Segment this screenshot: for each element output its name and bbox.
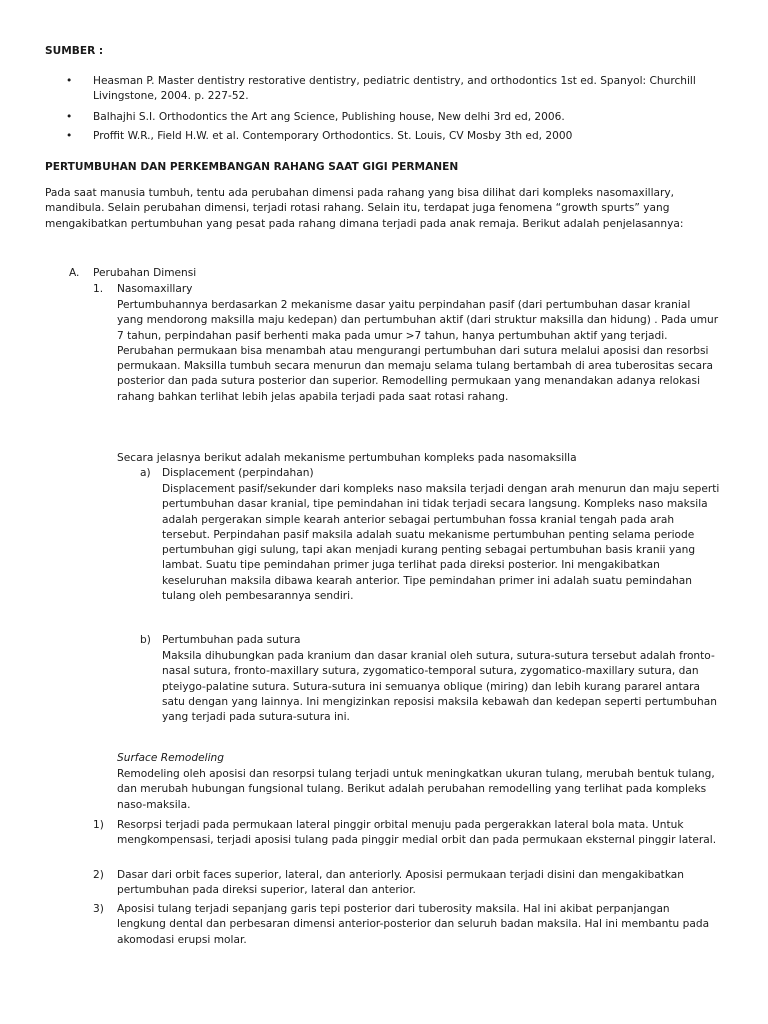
sub-a-paragraph: Displacement pasif/sekunder dari kompleks naso maksila terjadi dengan arah menurun dan maju seperti pertumbuhan dasar kranial, tipe pemindahan ini tidak terjadi secara langsung. Kompleks naso maksila adalah pergerakan simple kearah anterior sebagai pertumbuhan fossa kranial tengah pada arah tersebut. Perpindahan pasif maksila adalah suatu mekanisme pertumbuhan penting selama periode pertumbuhan gigi sulung, tapi akan menjadi kurang penting sebagai pertumbuhan basis kranii yang lambat. Suatu tipe pemindahan primer juga terlihat pada direksi posterior. Ini mengakibatkan keseluruhan maksila dibawa kearah anterior. Tipe pemindahan primer ini adalah suatu pemindahan tulang oleh pembesarannya sendiri. — [162, 483, 720, 603]
reference-item: Balhajhi S.I. Orthodontics the Art ang Science, Publishing house, New delhi 3rd ed, 2006. — [93, 111, 565, 123]
section-a-marker: A. — [69, 267, 80, 279]
item-1-paragraph: Pertumbuhannya berdasarkan 2 mekanisme dasar yaitu perpindahan pasif (dari pertumbuhan dasar kranial yang mendorong maksilla maju kedepan) dan pertumbuhan aktif (dari struktur maksilla dan hidung) . Pada umur 7 tahun, perpindahan pasif berhenti maka pada umur >7 tahun, hanya pertumbuhan aktif yang terjadi. Perubahan permukaan bisa menambah atau mengurangi pertumbuhan dari sutura melalui aposisi dan resorbsi permukaan. Maksilla tumbuh secara menurun dan memaju selama tulang bertambah di area tuberositas secara posterior dan pada sutura posterior dan superior. Remodelling permukaan yang menandakan adanya relokasi rahang bahkan terlihat lebih jelas apabila terjadi pada saat rotasi rahang. — [117, 299, 719, 403]
sub-a-marker: a) — [140, 467, 151, 479]
bullet-icon: • — [66, 111, 73, 123]
sumber-title: SUMBER : — [45, 45, 104, 57]
mekanisme-intro: Secara jelasnya berikut adalah mekanisme pertumbuhan kompleks pada nasomaksilla — [117, 452, 577, 464]
remodel-item-text: Dasar dari orbit faces superior, lateral, dan anteriorly. Aposisi permukaan terjadi disini dan mengakibatkan pertumbuhan pada direksi superior, lateral dan anterior. — [117, 869, 684, 897]
sub-b-title: Pertumbuhan pada sutura — [162, 634, 301, 646]
item-1-title: Nasomaxillary — [117, 283, 193, 295]
remodel-item-marker: 2) — [93, 869, 104, 881]
sub-b-paragraph: Maksila dihubungkan pada kranium dan dasar kranial oleh sutura, sutura-sutura tersebut adalah fronto-nasal sutura, fronto-maxillary sutura, zygomatico-temporal sutura, zygomatico-maxillary sutura, dan pteiygo-palatine sutura. Sutura-sutura ini semuanya oblique (miring) dan lebih kurang pararel antara satu dengan yang lainnya. Ini mengizinkan reposisi maksila kebawah dan kedepan seperti pertumbuhan yang terjadi pada sutura-sutura ini. — [162, 650, 717, 724]
remodel-item-text: Aposisi tulang terjadi sepanjang garis tepi posterior dari tuberosity maksila. Hal ini akibat perpanjangan lengkung dental dan perbesaran dimensi anterior-posterior dan seluruh badan maksila. Hal ini membantu pada akomodasi erupsi molar. — [117, 903, 710, 946]
reference-item: Heasman P. Master dentistry restorative dentistry, pediatric dentistry, and orthodontics 1st ed. Spanyol: Churchill Livingstone, 2004. p. 227-52. — [93, 75, 696, 103]
sub-a-title: Displacement (perpindahan) — [162, 467, 314, 479]
remodel-item-marker: 3) — [93, 903, 104, 915]
reference-item: Proffit W.R., Field H.W. et al. Contemporary Orthodontics. St. Louis, CV Mosby 3th ed, 2000 — [93, 130, 573, 142]
section-heading: PERTUMBUHAN DAN PERKEMBANGAN RAHANG SAAT GIGI PERMANEN — [45, 161, 459, 173]
remodel-item-marker: 1) — [93, 819, 104, 831]
item-1-marker: 1. — [93, 283, 104, 295]
surface-remodeling-title: Surface Remodeling — [117, 752, 224, 764]
intro-paragraph: Pada saat manusia tumbuh, tentu ada perubahan dimensi pada rahang yang bisa dilihat dari kompleks nasomaxillary, mandibula. Selain perubahan dimensi, terjadi rotasi rahang. Selain itu, terdapat juga fenomena “growth spurts” yang mengakibatkan pertumbuhan yang pesat pada rahang dimana terjadi pada anak remaja. Berikut adalah penjelasannya: — [45, 187, 684, 230]
surface-remodeling-paragraph: Remodeling oleh aposisi dan resorpsi tulang terjadi untuk meningkatkan ukuran tulang, merubah bentuk tulang, dan merubah hubungan fungsional tulang. Berikut adalah perubahan remodelling yang terlihat pada kompleks naso-maksila. — [117, 768, 715, 811]
section-a-title: Perubahan Dimensi — [93, 267, 197, 279]
sub-b-marker: b) — [140, 634, 151, 646]
remodel-item-text: Resorpsi terjadi pada permukaan lateral pinggir orbital menuju pada pergerakkan lateral bola mata. Untuk mengkompensasi, terjadi aposisi tulang pada pinggir medial orbit dan pada permukaan eksternal pinggir lateral. — [117, 819, 717, 847]
bullet-icon: • — [66, 130, 73, 142]
bullet-icon: • — [66, 75, 73, 87]
